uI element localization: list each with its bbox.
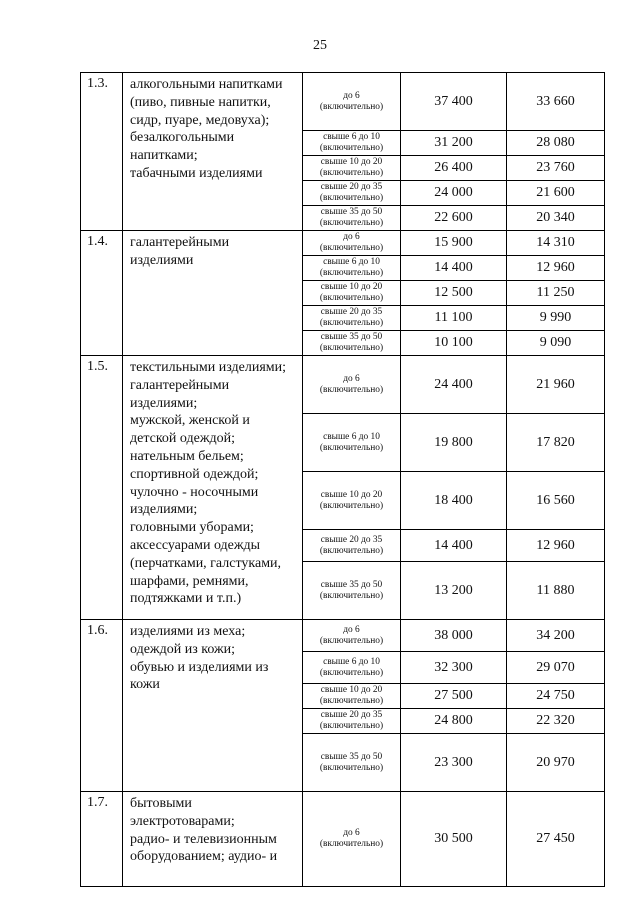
area-range-line: (включительно) (319, 590, 384, 601)
area-range-cell (303, 281, 401, 306)
description-line: чулочно - носочными (130, 484, 259, 500)
item-number: 1.5. (81, 356, 123, 620)
value-cell-2: 21 960 (507, 356, 605, 414)
area-range-cell (303, 530, 401, 562)
area-range-line: свыше 10 до 20 (320, 489, 383, 500)
item-number: 1.3. (81, 73, 123, 231)
area-range-cell (303, 472, 401, 530)
area-range-line: свыше 10 до 20 (320, 685, 383, 695)
area-range-line: свыше 10 до 20 (320, 282, 383, 292)
description-line: спортивной одеждой; (130, 466, 259, 482)
page-number: 25 (313, 38, 327, 53)
area-range-cell (303, 156, 401, 181)
description-line: сидр, пуаре, медовуха); (130, 112, 270, 128)
area-range-line: свыше 20 до 35 (320, 710, 383, 720)
value-cell-2: 28 080 (507, 131, 605, 156)
area-range-line: (включительно) (319, 635, 384, 646)
value-cell-2: 9 090 (507, 331, 605, 356)
description-line: подтяжками и т.п.) (130, 591, 242, 607)
area-range-line: (включительно) (319, 545, 384, 556)
description-line: (пиво, пивные напитки, (130, 94, 271, 110)
value-cell-1: 37 400 (401, 73, 507, 131)
value-cell-2: 11 880 (507, 562, 605, 620)
area-range-line: до 6 (343, 90, 360, 101)
item-description (123, 231, 303, 356)
item-number: 1.4. (81, 231, 123, 356)
description-line: напитками; (130, 148, 198, 164)
area-range-cell (303, 231, 401, 256)
description-line: безалкогольными (130, 130, 235, 146)
rates-table (80, 72, 605, 887)
description-line: нательным бельем; (130, 448, 244, 464)
value-cell-1: 11 100 (401, 306, 507, 331)
area-range-line: (включительно) (319, 101, 384, 112)
description-line: табачными изделиями (130, 165, 263, 181)
description-line: (перчатками, галстуками, (130, 555, 282, 571)
area-range-line: свыше 35 до 50 (320, 751, 383, 762)
value-cell-1: 31 200 (401, 131, 507, 156)
item-description (123, 356, 303, 620)
value-cell-1: 22 600 (401, 206, 507, 231)
area-range-line: (включительно) (319, 218, 384, 228)
item-description (123, 792, 303, 887)
area-range-cell (303, 562, 401, 620)
value-cell-2: 20 970 (507, 734, 605, 792)
value-cell-1: 10 100 (401, 331, 507, 356)
area-range-line: (включительно) (319, 243, 384, 253)
area-range-cell (303, 306, 401, 331)
value-cell-2: 21 600 (507, 181, 605, 206)
value-cell-2: 9 990 (507, 306, 605, 331)
area-range-line: (включительно) (319, 839, 384, 849)
item-number: 1.7. (81, 792, 123, 887)
area-range-line: (включительно) (319, 696, 384, 706)
area-range-line: свыше 35 до 50 (320, 207, 383, 217)
area-range-cell (303, 331, 401, 356)
item-description (123, 620, 303, 792)
area-range-line: (включительно) (319, 442, 384, 453)
value-cell-1: 23 300 (401, 734, 507, 792)
area-range-line: свыше 20 до 35 (320, 182, 383, 192)
description-line: детской одеждой; (130, 431, 236, 447)
area-range-cell (303, 181, 401, 206)
description-line: одеждой из кожи; (130, 641, 236, 657)
description-line: мужской, женской и (130, 413, 250, 429)
area-range-line: (включительно) (319, 384, 384, 395)
area-range-cell (303, 206, 401, 231)
area-range-line: (включительно) (319, 500, 384, 511)
value-cell-1: 18 400 (401, 472, 507, 530)
area-range-line: до 6 (343, 373, 360, 384)
value-cell-1: 14 400 (401, 530, 507, 562)
value-cell-1: 24 400 (401, 356, 507, 414)
area-range-cell (303, 620, 401, 652)
description-line: бытовыми (130, 796, 192, 811)
area-range-line: (включительно) (319, 762, 384, 773)
area-range-line: свыше 6 до 10 (323, 257, 380, 267)
description-line: галантерейными (130, 235, 230, 250)
area-range-line: (включительно) (319, 193, 384, 203)
item-number: 1.6. (81, 620, 123, 792)
value-cell-2: 20 340 (507, 206, 605, 231)
area-range-cell (303, 709, 401, 734)
area-range-line: (включительно) (319, 318, 384, 328)
area-range-cell (303, 684, 401, 709)
value-cell-2: 17 820 (507, 414, 605, 472)
value-cell-2: 11 250 (507, 281, 605, 306)
area-range-cell (303, 652, 401, 684)
description-line: аксессуарами одежды (130, 537, 261, 553)
description-line: текстильными изделиями; (130, 360, 286, 375)
value-cell-2: 23 760 (507, 156, 605, 181)
table-row (81, 73, 605, 131)
description-line: электротоварами; (130, 813, 235, 829)
value-cell-2: 27 450 (507, 792, 605, 887)
value-cell-2: 14 310 (507, 231, 605, 256)
table-row (81, 231, 605, 256)
area-range-line: до 6 (343, 828, 360, 838)
description-line: оборудованием; аудио- и (130, 849, 278, 865)
area-range-line: (включительно) (319, 268, 384, 278)
area-range-line: свыше 35 до 50 (320, 332, 383, 342)
area-range-cell (303, 792, 401, 887)
item-description (123, 73, 303, 231)
value-cell-1: 26 400 (401, 156, 507, 181)
value-cell-2: 29 070 (507, 652, 605, 684)
value-cell-1: 14 400 (401, 256, 507, 281)
value-cell-2: 12 960 (507, 530, 605, 562)
value-cell-1: 32 300 (401, 652, 507, 684)
area-range-line: (включительно) (319, 667, 384, 678)
value-cell-2: 33 660 (507, 73, 605, 131)
value-cell-1: 24 800 (401, 709, 507, 734)
description-line: изделиями из меха; (130, 624, 246, 639)
area-range-line: свыше 35 до 50 (320, 579, 383, 590)
area-range-line: свыше 6 до 10 (323, 656, 380, 667)
area-range-line: свыше 6 до 10 (323, 132, 380, 142)
value-cell-2: 22 320 (507, 709, 605, 734)
area-range-line: (включительно) (319, 293, 384, 303)
value-cell-1: 30 500 (401, 792, 507, 887)
area-range-line: до 6 (343, 232, 360, 242)
value-cell-1: 13 200 (401, 562, 507, 620)
description-line: галантерейными (130, 377, 230, 393)
value-cell-2: 24 750 (507, 684, 605, 709)
table-row (81, 792, 605, 887)
table-row (81, 620, 605, 652)
area-range-cell (303, 131, 401, 156)
area-range-line: (включительно) (319, 721, 384, 731)
area-range-line: до 6 (343, 624, 360, 635)
value-cell-1: 24 000 (401, 181, 507, 206)
description-line: шарфами, ремнями, (130, 573, 249, 589)
area-range-cell (303, 414, 401, 472)
area-range-line: свыше 20 до 35 (320, 307, 383, 317)
description-line: головными уборами; (130, 520, 254, 536)
area-range-line: свыше 20 до 35 (320, 534, 383, 545)
value-cell-1: 12 500 (401, 281, 507, 306)
table-row (81, 356, 605, 414)
area-range-line: (включительно) (319, 143, 384, 153)
value-cell-1: 38 000 (401, 620, 507, 652)
description-line: изделиями; (130, 395, 198, 411)
description-line: алкогольными напитками (130, 77, 283, 92)
description-line: обувью и изделиями из (130, 659, 269, 675)
area-range-line: свыше 6 до 10 (323, 431, 380, 442)
value-cell-2: 12 960 (507, 256, 605, 281)
area-range-line: свыше 10 до 20 (320, 157, 383, 167)
area-range-cell (303, 734, 401, 792)
area-range-cell (303, 73, 401, 131)
area-range-cell (303, 256, 401, 281)
area-range-line: (включительно) (319, 343, 384, 353)
value-cell-1: 15 900 (401, 231, 507, 256)
value-cell-1: 27 500 (401, 684, 507, 709)
area-range-cell (303, 356, 401, 414)
description-line: изделиями (130, 252, 194, 268)
description-line: радио- и телевизионным (130, 831, 277, 847)
description-line: изделиями; (130, 502, 198, 518)
value-cell-2: 34 200 (507, 620, 605, 652)
description-line: кожи (130, 677, 160, 693)
value-cell-2: 16 560 (507, 472, 605, 530)
area-range-line: (включительно) (319, 168, 384, 178)
value-cell-1: 19 800 (401, 414, 507, 472)
